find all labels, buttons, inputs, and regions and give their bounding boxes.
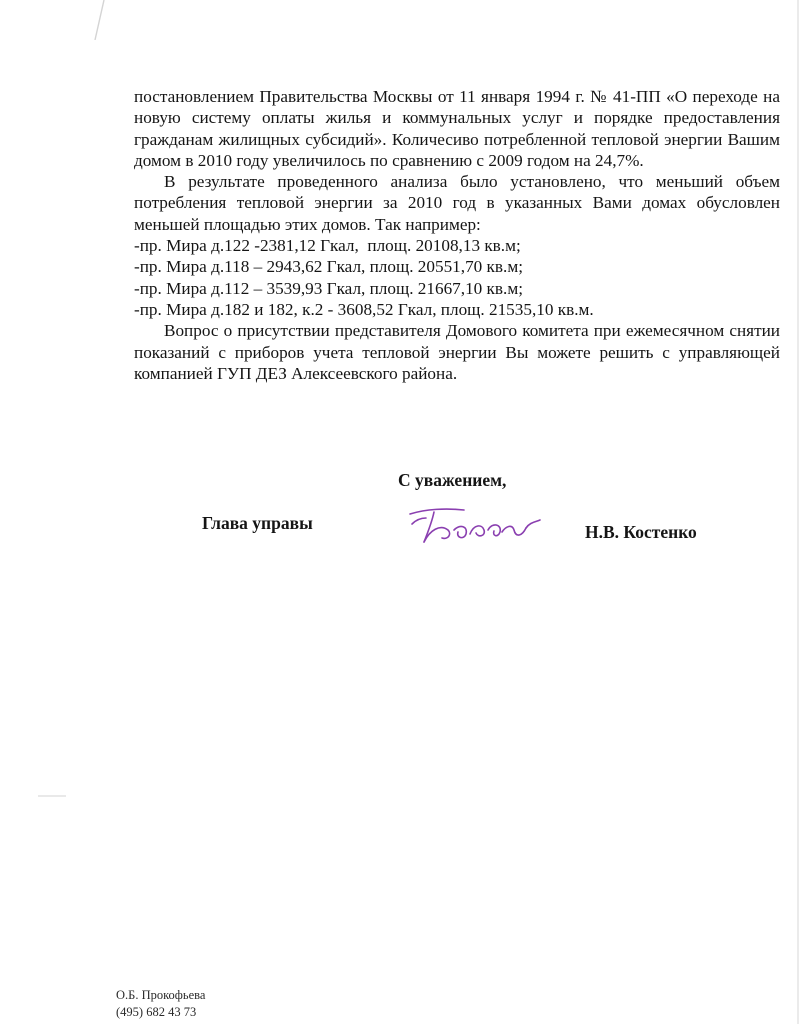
- list-item: -пр. Мира д.118 – 2943,62 Гкал, площ. 20551,70 кв.м;: [134, 257, 523, 277]
- executor-name: О.Б. Прокофьева: [116, 988, 206, 1002]
- signer-position: Глава управы: [202, 513, 313, 533]
- list-item: -пр. Мира д.122 -2381,12 Гкал, площ. 20108,13 кв.м;: [134, 236, 521, 256]
- handwritten-signature: [404, 500, 554, 550]
- executor-phone: (495) 682 43 73: [116, 1005, 197, 1019]
- scan-mark-top: [86, 0, 116, 40]
- closing-salutation: С уважением,: [398, 470, 507, 490]
- executor-info: [116, 987, 205, 1021]
- paragraph-committee: Вопрос о присутствии представителя Домового комитета при ежемесячном снятии показаний с приборов учета тепловой энергии Вы можете решить с управляющей компанией ГУП ДЕЗ Алексеевского района.: [134, 321, 780, 383]
- building-consumption-list: [134, 235, 780, 320]
- signer-name: Н.В. Костенко: [585, 522, 697, 542]
- scan-mark-left: [38, 790, 68, 802]
- paragraph-regulation: постановлением Правительства Москвы от 11 января 1994 г. № 41-ПП «О переходе на новую систему оплаты жилья и коммунальных услуг и порядке предоставления гражданам жилищных субсидий». Количесиво потребленной тепловой энергии Вашим домом в 2010 году увеличилось по сравнению с 2009 годом на 24,7%.: [134, 87, 780, 170]
- list-item: -пр. Мира д.182 и 182, к.2 - 3608,52 Гкал, площ. 21535,10 кв.м.: [134, 299, 594, 319]
- list-item: -пр. Мира д.112 – 3539,93 Гкал, площ. 21667,10 кв.м;: [134, 278, 523, 298]
- paragraph-analysis: В результате проведенного анализа было установлено, что меньший объем потребления тепловой энергии за 2010 год в указанных Вами домах обусловлен меньшей площадью этих домов. Так например:: [134, 172, 780, 234]
- letter-body: [134, 86, 780, 384]
